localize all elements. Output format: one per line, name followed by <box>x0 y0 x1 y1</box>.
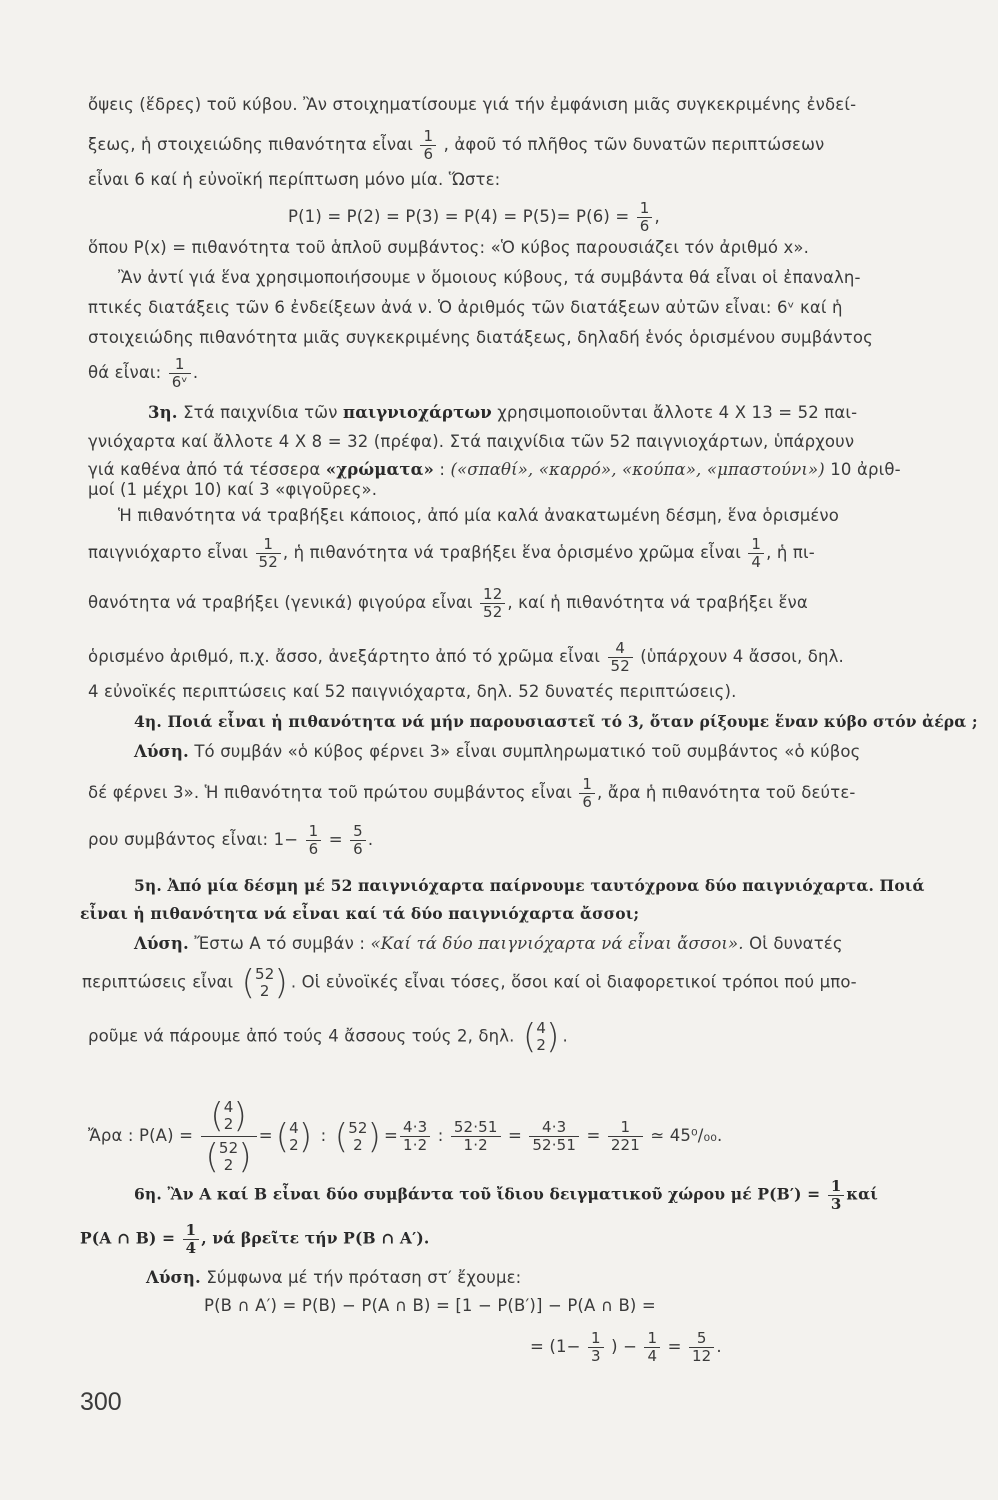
fraction-numerator: 5 <box>689 1330 714 1348</box>
fraction-denominator: 3 <box>830 1195 842 1213</box>
fraction-numerator: 4·3 <box>529 1119 579 1137</box>
exercise-heading <box>134 1178 878 1213</box>
fraction-numerator: 1 <box>644 1330 660 1348</box>
exercise-heading: εἶναι ἡ πιθανότητα νά εἶναι καί τά δύο παιγνιόχαρτα ἄσσοι; <box>80 904 640 923</box>
fraction-numerator: 1 <box>420 128 436 146</box>
binomial-coefficient: ( 4 2 ) <box>210 1096 247 1136</box>
fraction <box>529 1119 579 1154</box>
fraction-numerator: 1 <box>608 1119 643 1137</box>
fraction-numerator: 1 <box>637 200 653 218</box>
solution-label: Λύση. <box>134 742 189 761</box>
binom-bottom: 2 <box>353 1135 363 1154</box>
bold-term: «χρώματα» <box>325 460 434 479</box>
text-span: = <box>258 1126 273 1145</box>
text-span: = <box>328 830 343 849</box>
fraction-numerator: 52·51 <box>451 1119 501 1137</box>
fraction-denominator: 6 <box>353 840 363 858</box>
binom-top: 4 <box>536 1019 547 1037</box>
fraction-numerator: 4·3 <box>400 1119 430 1137</box>
italic-term: «Καί τά δύο παιγνιόχαρτα νά εἶναι ἄσσοι». <box>370 934 744 953</box>
text-span: : <box>320 1126 327 1145</box>
fraction <box>608 1119 643 1154</box>
text-line <box>88 776 856 811</box>
text-line <box>88 1017 568 1057</box>
binom-top: 52 <box>218 1139 239 1157</box>
text-span: , καί ἡ πιθανότητα νά τραβήξει ἕνα <box>507 593 808 612</box>
text-span: παιγνιόχαρτο εἶναι <box>88 543 249 562</box>
fraction-numerator: 1 <box>828 1178 845 1196</box>
text-line: πτικές διατάξεις τῶν 6 ἐνδείξεων ἀνά ν. Ὁ ἀριθμός τῶν διατάξεων αὐτῶν εἶναι: 6ᵛ καί ἡ <box>88 298 843 317</box>
fraction-denominator: 4 <box>751 553 762 571</box>
fraction-numerator: 5 <box>350 823 366 841</box>
text-span: ) − <box>611 1337 638 1356</box>
fraction-denominator: 52 <box>483 603 503 621</box>
fraction <box>588 1330 604 1365</box>
binom-bottom: 2 <box>223 1115 234 1133</box>
text-span: Τό συμβάν «ὁ κύβος φέρνει 3» εἶναι συμπληρωματικό τοῦ συμβάντος «ὁ κύβος <box>194 742 861 761</box>
text-span: . <box>367 830 374 849</box>
fraction-denominator: 6 <box>423 145 434 163</box>
equation: P(B ∩ A′) = P(B) − P(A ∩ B) = [1 − P(B′)] − P(A ∩ B) = <box>204 1296 656 1315</box>
fraction <box>183 1222 200 1257</box>
binom-top: 52 <box>255 965 275 983</box>
fraction-numerator: 1 <box>306 823 322 841</box>
equation: P(1) = P(2) = P(3) = P(4) = P(5)= P(6) = $\frac{1}{6}$ , <box>288 199 660 235</box>
exercise-heading: 5η. Ἀπό μία δέσμη μέ 52 παιγνιόχαρτα παίρνουμε ταυτόχρονα δύο παιγνιόχαρτα. Ποιά <box>134 876 925 895</box>
fraction <box>201 1096 257 1177</box>
binom-bottom: 2 <box>289 1135 299 1154</box>
fraction <box>451 1119 501 1154</box>
fraction-denominator: 4 <box>185 1239 197 1257</box>
text-span: ὁρισμένο ἀριθμό, π.χ. ἄσσο, ἀνεξάρτητο ἀπό τό χρῶμα εἶναι <box>88 647 601 666</box>
fraction <box>306 823 322 858</box>
text-span: P(A) = <box>139 1126 194 1145</box>
text-line <box>134 934 843 954</box>
fraction-denominator: 52 <box>258 553 278 571</box>
text-line: μοί (1 μέχρι 10) καί 3 «φιγοῦρες». <box>88 480 378 499</box>
bold-term: παιγνιοχάρτων <box>343 403 492 422</box>
text-span: ρου συμβάντος εἶναι: 1− <box>88 830 299 849</box>
text-line: ὄψεις (ἕδρες) τοῦ κύβου. Ἂν στοιχηματίσουμε γιά τήν ἐμφάνιση μιᾶς συγκεκριμένης ἐνδεί- <box>88 95 857 114</box>
fraction-denominator: 221 <box>610 1136 640 1154</box>
text-span: : <box>439 460 446 479</box>
text-span: . <box>562 1026 568 1046</box>
fraction-numerator: 1 <box>588 1330 604 1348</box>
text-span: , νά βρεῖτε τήν P(B ∩ A′). <box>201 1228 430 1248</box>
fraction <box>828 1178 845 1213</box>
binom-top: 4 <box>223 1098 234 1116</box>
fraction <box>400 1119 430 1154</box>
exercise-heading: 4η. Ποιά εἶναι ἡ πιθανότητα νά μήν παρουσιαστεῖ τό 3, ὅταν ρίξουμε ἕναν κύβο στόν ἀέρα ; <box>134 712 978 731</box>
text-line: Ἡ πιθανότητα νά τραβήξει κάποιος, ἀπό μία καλά ἀνακατωμένη δέσμη, ἕνα ὁρισμένο <box>118 506 840 525</box>
binomial-coefficient: ( 52 2 ) <box>205 1137 252 1177</box>
fraction-numerator: 4 <box>608 640 633 658</box>
fraction <box>350 823 366 858</box>
equation <box>88 1096 722 1177</box>
text-span: ροῦμε νά πάρουμε ἀπό τούς 4 ἄσσους τούς 2, δηλ. <box>88 1026 515 1046</box>
text-span: , ἡ πιθανότητα νά τραβήξει ἕνα ὁρισμένο χρῶμα εἶναι <box>282 543 741 562</box>
text-span: 10 ἀριθ- <box>830 460 901 479</box>
text-span: , ἀφοῦ τό πλῆθος τῶν δυνατῶν περιπτώσεων <box>443 135 825 154</box>
binomial-coefficient: ( 4 2 ) <box>275 1116 313 1157</box>
text-line: θά εἶναι: $\frac{1}{\text{6ᵛ}}$ . <box>88 355 199 391</box>
text-span: γιά καθένα ἀπό τά τέσσερα <box>88 460 321 479</box>
exercise-heading <box>80 1222 429 1257</box>
text-line: γνιόχαρτα καί ἄλλοτε 4 X 8 = 32 (πρέφα). Στά παιχνίδια τῶν 52 παιγνιοχάρτων, ὑπάρχουν <box>88 432 855 451</box>
fraction-denominator: 1·2 <box>463 1136 488 1154</box>
text-span: , ἄρα ἡ πιθανότητα τοῦ δεύτε- <box>597 783 856 802</box>
text-line <box>88 586 808 621</box>
fraction <box>608 640 633 675</box>
fraction-denominator: 6ᵛ <box>171 373 188 391</box>
fraction <box>169 356 191 391</box>
fraction-numerator: 1 <box>256 536 281 554</box>
text-span: = <box>667 1337 682 1356</box>
text-line: εἶναι 6 καί ἡ εὐνοϊκή περίπτωση μόνο μία. Ὥστε: <box>88 170 501 189</box>
fraction-denominator: 6 <box>308 840 319 858</box>
binom-bottom: 2 <box>259 982 270 1000</box>
fraction-numerator: 1 <box>579 776 595 794</box>
fraction-denominator: 1·2 <box>403 1136 428 1154</box>
fraction-denominator: 3 <box>591 1347 601 1365</box>
text-span: = (1− <box>530 1337 581 1356</box>
fraction-numerator: 1 <box>748 536 764 554</box>
text-span: 6η. Ἂν Α καί Β εἶναι δύο συμβάντα τοῦ ἴδιου δειγματικοῦ χώρου μέ P(B′) = <box>134 1184 821 1204</box>
fraction-denominator: 6 <box>639 217 650 235</box>
fraction <box>579 776 595 811</box>
fraction-numerator: 1 <box>169 356 191 374</box>
fraction <box>256 536 281 571</box>
text-span: : <box>437 1126 444 1145</box>
text-span: Ἔστω Α τό συμβάν : <box>194 934 366 953</box>
text-line <box>88 128 824 163</box>
text-line <box>88 640 844 675</box>
solution-label: Λύση. <box>134 934 189 953</box>
text-span: = <box>507 1126 522 1145</box>
text-span: Ἄρα : <box>88 1126 134 1145</box>
text-span: , ἡ πι- <box>766 543 815 562</box>
text-line <box>88 536 815 571</box>
binom-top: 4 <box>289 1118 299 1137</box>
text-span: (ὑπάρχουν 4 ἄσσοι, δηλ. <box>640 647 844 666</box>
text-line <box>88 823 373 858</box>
text-line <box>146 1268 521 1288</box>
binom-bottom: 2 <box>223 1156 234 1174</box>
binomial-coefficient: ( 4 2 ) <box>522 1017 560 1057</box>
solution-label: Λύση. <box>146 1268 201 1287</box>
fraction <box>637 200 653 235</box>
text-span: P(A ∩ B) = <box>80 1228 176 1248</box>
fraction-denominator: 52 <box>610 657 630 675</box>
text-line: Ἂν ἀντί γιά ἕνα χρησιμοποιήσουμε ν ὅμοιους κύβους, τά συμβάντα θά εἶναι οἱ ἐπαναλη- <box>118 268 861 287</box>
text-line: ὅπου P(x) = πιθανότητα τοῦ ἁπλοῦ συμβάντος: «Ὁ κύβος παρουσιάζει τόν ἀριθμό x». <box>88 238 810 257</box>
text-line: 4 εὐνοϊκές περιπτώσεις καί 52 παιγνιόχαρτα, δηλ. 52 δυνατές περιπτώσεις). <box>88 682 737 701</box>
text-line <box>88 460 901 480</box>
text-span: δέ φέρνει 3». Ἡ πιθανότητα τοῦ πρώτου συμβάντος εἶναι <box>88 783 572 802</box>
fraction <box>644 1330 660 1365</box>
fraction <box>480 586 505 621</box>
text-span: = <box>586 1126 601 1145</box>
binomial-coefficient: ( 52 2 ) <box>241 963 288 1003</box>
text-line: στοιχειώδης πιθανότητα μιᾶς συγκεκριμένης διατάξεως, δηλαδή ἑνός ὁρισμένου συμβάντος <box>88 328 873 347</box>
fraction-numerator: 1 <box>183 1222 200 1240</box>
equation: = (1− $\frac{1}{3}$ ) − $\frac{1}{4}$ = $\frac{5}{12}$ . <box>530 1329 722 1365</box>
fraction-numerator: 12 <box>480 586 505 604</box>
text-span: Σύμφωνα μέ τήν πρόταση στ′ ἔχουμε: <box>206 1268 522 1287</box>
fraction <box>420 128 436 163</box>
text-span: ξεως, ἡ στοιχειώδης πιθανότητα εἶναι <box>88 135 414 154</box>
binom-bottom: 2 <box>536 1036 547 1054</box>
text-span: . Οἱ εὐνοϊκές εἶναι τόσες, ὅσοι καί οἱ διαφορετικοί τρόποι πού μπο- <box>290 972 857 992</box>
text-span: Στά παιχνίδια τῶν <box>183 403 338 422</box>
equation-text: P(1) = P(2) = P(3) = P(4) = P(5)= P(6) = <box>288 207 630 226</box>
text-span: θανότητα νά τραβήξει (γενικά) φιγούρα εἶναι <box>88 593 473 612</box>
fraction-denominator: 6 <box>582 793 593 811</box>
fraction <box>689 1330 714 1365</box>
binom-top: 52 <box>348 1118 368 1137</box>
text-line <box>148 403 857 423</box>
fraction <box>748 536 764 571</box>
fraction-denominator: 4 <box>647 1347 658 1365</box>
page-number: 300 <box>80 1388 122 1416</box>
text-span: = <box>384 1126 399 1145</box>
text-span: καί <box>846 1184 878 1204</box>
text-span: θά εἶναι: <box>88 363 162 382</box>
fraction-denominator: 52·51 <box>532 1136 577 1154</box>
binomial-coefficient: ( 52 2 ) <box>334 1116 382 1157</box>
fraction-denominator: 12 <box>691 1347 712 1365</box>
text-span: Οἱ δυνατές <box>749 934 843 953</box>
italic-term: («σπαθί», «καρρό», «κούπα», «μπαστούνι») <box>450 460 825 479</box>
text-span: χρησιμοποιοῦνται ἄλλοτε 4 X 13 = 52 παι- <box>497 403 858 422</box>
text-line <box>134 742 861 762</box>
text-line <box>82 963 857 1003</box>
exercise-number: 3η. <box>148 403 178 422</box>
text-span: περιπτώσεις εἶναι <box>82 972 234 992</box>
text-span: ≃ 45⁰/₀₀. <box>650 1126 723 1145</box>
